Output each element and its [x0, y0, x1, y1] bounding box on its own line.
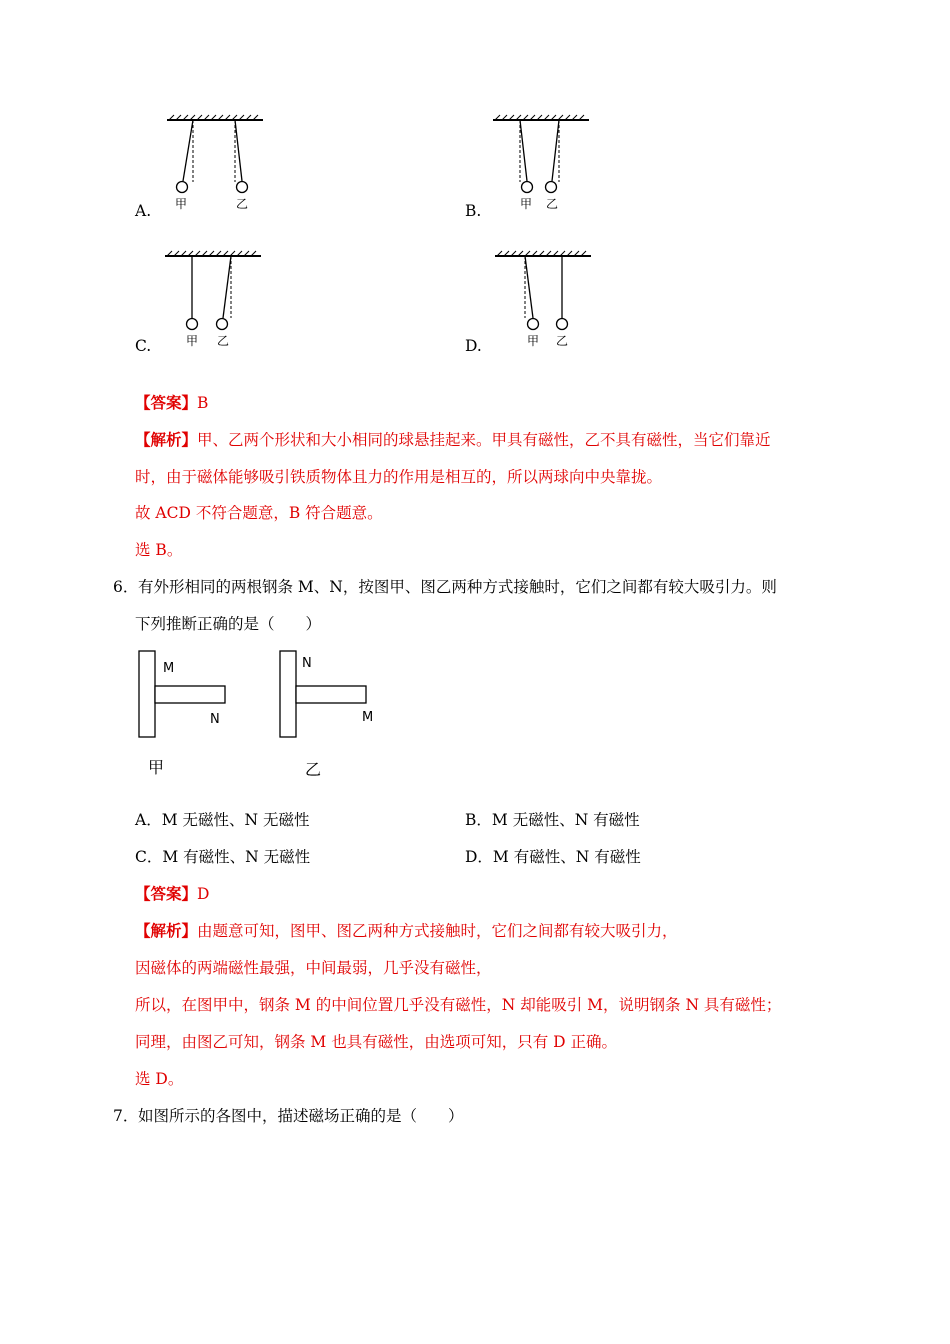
- ball-label-jia: 甲: [186, 334, 199, 348]
- figure-caption: 甲: [148, 758, 165, 777]
- q6-option-c: C．M 有磁性、N 无磁性: [135, 848, 311, 866]
- ball-label-jia: 甲: [175, 197, 188, 211]
- q6-stem-line2: 下列推断正确的是（ ）: [135, 615, 322, 633]
- q7-number: 7．: [113, 1107, 139, 1125]
- ball-label-jia: 甲: [527, 334, 540, 348]
- ball-label-jia: 甲: [520, 197, 533, 211]
- q5-option-c: [135, 248, 295, 360]
- q6-analysis-line1: 【解析】由题意可知，图甲、图乙两种方式接触时，它们之间都有较大吸引力，: [135, 921, 678, 940]
- pendulum-figure-d: [465, 248, 625, 360]
- q6-option-d: D．M 有磁性、N 有磁性: [465, 848, 641, 866]
- ball-label-yi: 乙: [546, 197, 559, 211]
- steel-bars-figure-yi: [276, 645, 386, 785]
- bar-label-end: M: [362, 710, 374, 725]
- q5-option-a-letter: A.: [135, 202, 152, 220]
- q5-option-d: [465, 248, 625, 360]
- q6-answer: [135, 884, 209, 904]
- q5-analysis-line4: 选 B。: [135, 541, 183, 559]
- bar-label-top: M: [163, 661, 175, 676]
- figure-caption: 乙: [305, 760, 322, 779]
- q5-analysis-line1: 【解析】甲、乙两个形状和大小相同的球悬挂起来。甲具有磁性，乙不具有磁性，当它们靠近: [135, 430, 771, 449]
- q6-analysis-line2: 因磁体的两端磁性最强，中间最弱，几乎没有磁性，: [135, 959, 492, 977]
- answer-value: D: [197, 885, 210, 903]
- analysis-tag: 【解析】: [135, 430, 198, 449]
- pendulum-figure-c: [135, 248, 295, 360]
- answer-tag: 【答案】: [135, 393, 198, 412]
- q7-stem: 如图所示的各图中，描述磁场正确的是（ ）: [138, 1107, 464, 1125]
- q5-option-a: [135, 112, 295, 224]
- ball-label-yi: 乙: [217, 334, 230, 348]
- q6-figure-jia: [135, 645, 240, 785]
- q6-option-b: B．M 无磁性、N 有磁性: [465, 811, 640, 829]
- q6-analysis-line4: 同理，由图乙可知，钢条 M 也具有磁性，由选项可知，只有 D 正确。: [135, 1033, 618, 1051]
- steel-bars-figure-jia: [135, 645, 240, 785]
- q5-analysis-line3: 故 ACD 不符合题意，B 符合题意。: [135, 504, 383, 522]
- q5-option-d-letter: D.: [465, 337, 482, 355]
- q5-option-b-letter: B.: [465, 202, 482, 220]
- pendulum-figure-a: [135, 112, 295, 224]
- q5-analysis-line2: 时，由于磁体能够吸引铁质物体且力的作用是相互的，所以两球向中央靠拢。: [135, 468, 663, 486]
- q5-option-b: [465, 112, 625, 224]
- ball-label-yi: 乙: [556, 334, 569, 348]
- answer-value: B: [197, 394, 209, 412]
- q5-option-c-letter: C.: [135, 337, 152, 355]
- analysis-tag: 【解析】: [135, 921, 198, 940]
- q6-number: 6．: [113, 578, 139, 596]
- q5-answer: [135, 393, 208, 413]
- bar-label-top: N: [302, 656, 312, 671]
- pendulum-figure-b: [465, 112, 625, 224]
- q6-analysis-line3: 所以，在图甲中，钢条 M 的中间位置几乎没有磁性，N 却能吸引 M，说明钢条 N 具有磁性；: [135, 996, 782, 1014]
- q6-figure-yi: [276, 645, 386, 785]
- bar-label-end: N: [210, 712, 220, 727]
- ball-label-yi: 乙: [236, 197, 249, 211]
- q6-analysis-line5: 选 D。: [135, 1070, 184, 1088]
- answer-tag: 【答案】: [135, 884, 198, 903]
- q6-stem-line1: 有外形相同的两根钢条 M、N，按图甲、图乙两种方式接触时，它们之间都有较大吸引力。则: [138, 578, 777, 596]
- q6-option-a: A．M 无磁性、N 无磁性: [135, 811, 310, 829]
